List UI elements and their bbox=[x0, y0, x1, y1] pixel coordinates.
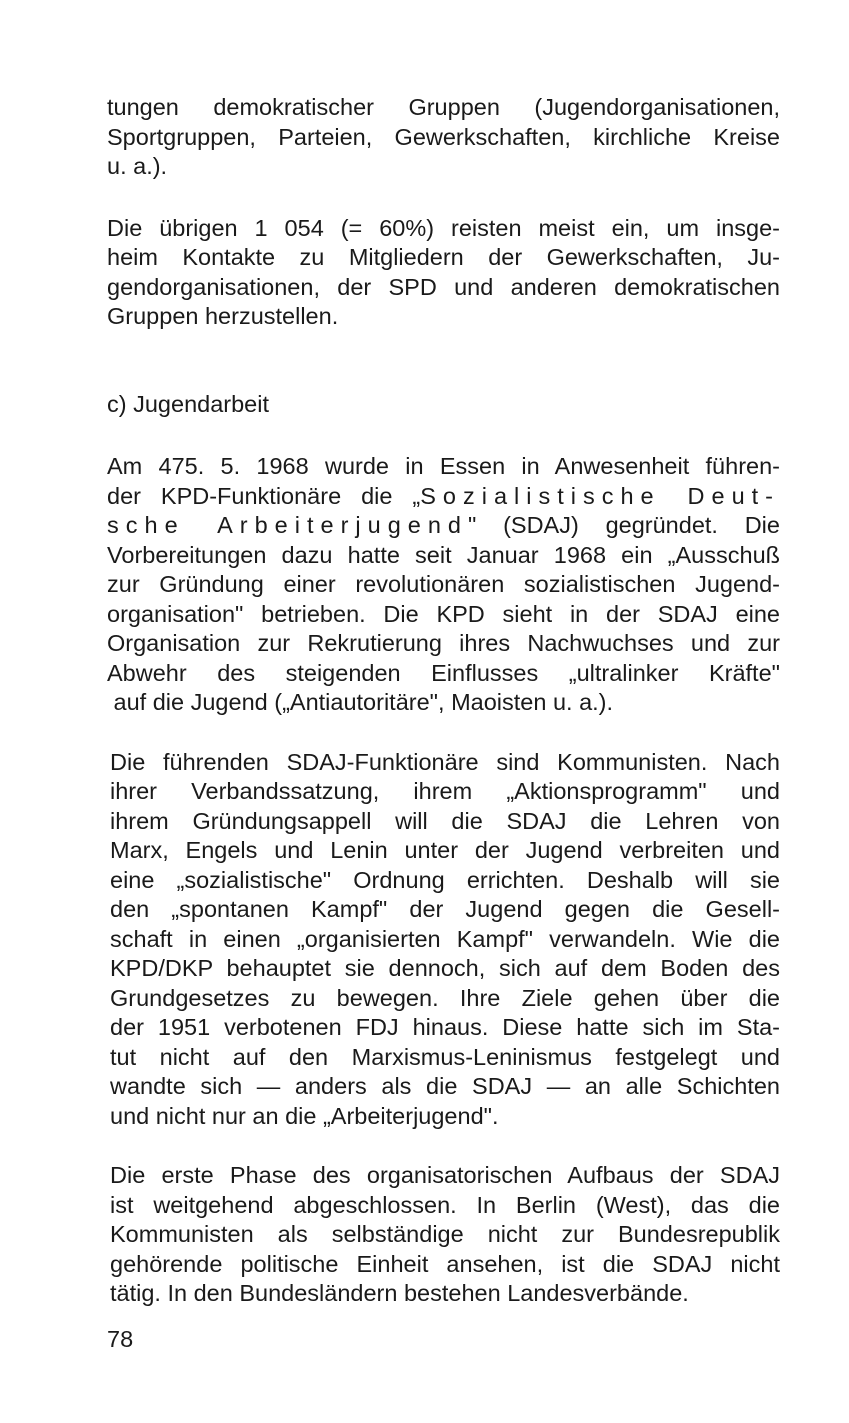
document-page bbox=[107, 93, 780, 1309]
text-line: auf die Jugend („Antiautoritäre", Maoisten u. a.). bbox=[107, 689, 614, 715]
text-line: tätig. In den Bundesländern bestehen Landesverbände. bbox=[110, 1280, 689, 1306]
text-line: KPD/DKP behauptet sie dennoch, sich auf dem Boden des bbox=[110, 955, 780, 981]
text-line: Marx, Engels und Lenin unter der Jugend verbreiten und bbox=[110, 837, 780, 863]
text-line: zur Gründung einer revolutionären sozialistischen Jugend- bbox=[107, 571, 780, 597]
text-line: Grundgesetzes zu bewegen. Ihre Ziele gehen über die bbox=[110, 984, 780, 1011]
text-line: schaft in einen „organisierten Kampf" verwandeln. Wie die bbox=[110, 925, 780, 952]
text-line: und nicht nur an die „Arbeiterjugend". bbox=[110, 1102, 499, 1129]
spaced-name-text: Sozialistische Deut- bbox=[420, 482, 781, 509]
text-line: tungen demokratischer Gruppen (Jugendorganisationen, bbox=[107, 94, 780, 120]
text-line: Gruppen herzustellen. bbox=[107, 303, 339, 329]
text-line: den „spontanen Kampf" der Jugend gegen die Gesell- bbox=[110, 896, 780, 922]
page-number: 78 bbox=[107, 1326, 134, 1352]
text-line: Die führenden SDAJ-Funktionäre sind Kommunisten. Nach bbox=[110, 748, 780, 775]
text-line: der 1951 verbotenen FDJ hinaus. Diese hatte sich im Sta- bbox=[110, 1014, 780, 1040]
text-line: ihrer Verbandssatzung, ihrem „Aktionsprogramm" und bbox=[110, 778, 780, 804]
text-line: ist weitgehend abgeschlossen. In Berlin (West), das die bbox=[110, 1191, 780, 1218]
text-line: gendorganisationen, der SPD und anderen demokratischen bbox=[107, 273, 780, 300]
text-line bbox=[107, 511, 780, 541]
spaced-name-text: sche Arbeiterjugend bbox=[107, 512, 468, 538]
text-line: Kommunisten als selbständige nicht zur Bundesrepublik bbox=[110, 1221, 780, 1247]
paragraph-4 bbox=[110, 748, 780, 1132]
text-line: Abwehr des steigenden Einflusses „ultralinker Kräfte" bbox=[107, 659, 780, 686]
text-line: Die erste Phase des organisatorischen Aufbaus der SDAJ bbox=[110, 1162, 780, 1188]
text-line: heim Kontakte zu Mitgliedern der Gewerkschaften, Ju- bbox=[107, 244, 780, 270]
text-line: Die übrigen 1 054 (= 60%) reisten meist ein, um insge- bbox=[107, 214, 780, 241]
text-line: organisation" betrieben. Die KPD sieht in der SDAJ eine bbox=[107, 600, 780, 627]
paragraph-2 bbox=[107, 214, 780, 332]
text-line bbox=[107, 482, 780, 512]
paragraph-1 bbox=[107, 93, 780, 182]
text-line: gehörende politische Einheit ansehen, ist die SDAJ nicht bbox=[110, 1250, 780, 1277]
paragraph-3 bbox=[107, 452, 780, 718]
text-line: Organisation zur Rekrutierung ihres Nachwuchses und zur bbox=[107, 630, 780, 656]
section-heading: c) Jugendarbeit bbox=[107, 390, 269, 417]
text-line: tut nicht auf den Marxismus-Leninismus festgelegt und bbox=[110, 1043, 780, 1070]
text-line: Vorbereitungen dazu hatte seit Januar 1968 ein „Ausschuß bbox=[107, 541, 780, 568]
text-fragment: der KPD-Funktionäre die „ bbox=[107, 482, 421, 509]
text-line: wandte sich — anders als die SDAJ — an alle Schichten bbox=[110, 1073, 780, 1099]
text-line: Sportgruppen, Parteien, Gewerkschaften, kirchliche Kreise bbox=[107, 123, 780, 150]
paragraph-5 bbox=[110, 1161, 780, 1309]
text-fragment: " (SDAJ) gegründet. Die bbox=[467, 512, 780, 538]
text-line: Am 475. 5. 1968 wurde in Essen in Anwesenheit führen- bbox=[107, 453, 780, 479]
text-line: ihrem Gründungsappell will die SDAJ die Lehren von bbox=[110, 807, 780, 834]
text-line: u. a.). bbox=[107, 153, 168, 179]
text-line: eine „sozialistische" Ordnung errichten. Deshalb will sie bbox=[110, 866, 780, 893]
